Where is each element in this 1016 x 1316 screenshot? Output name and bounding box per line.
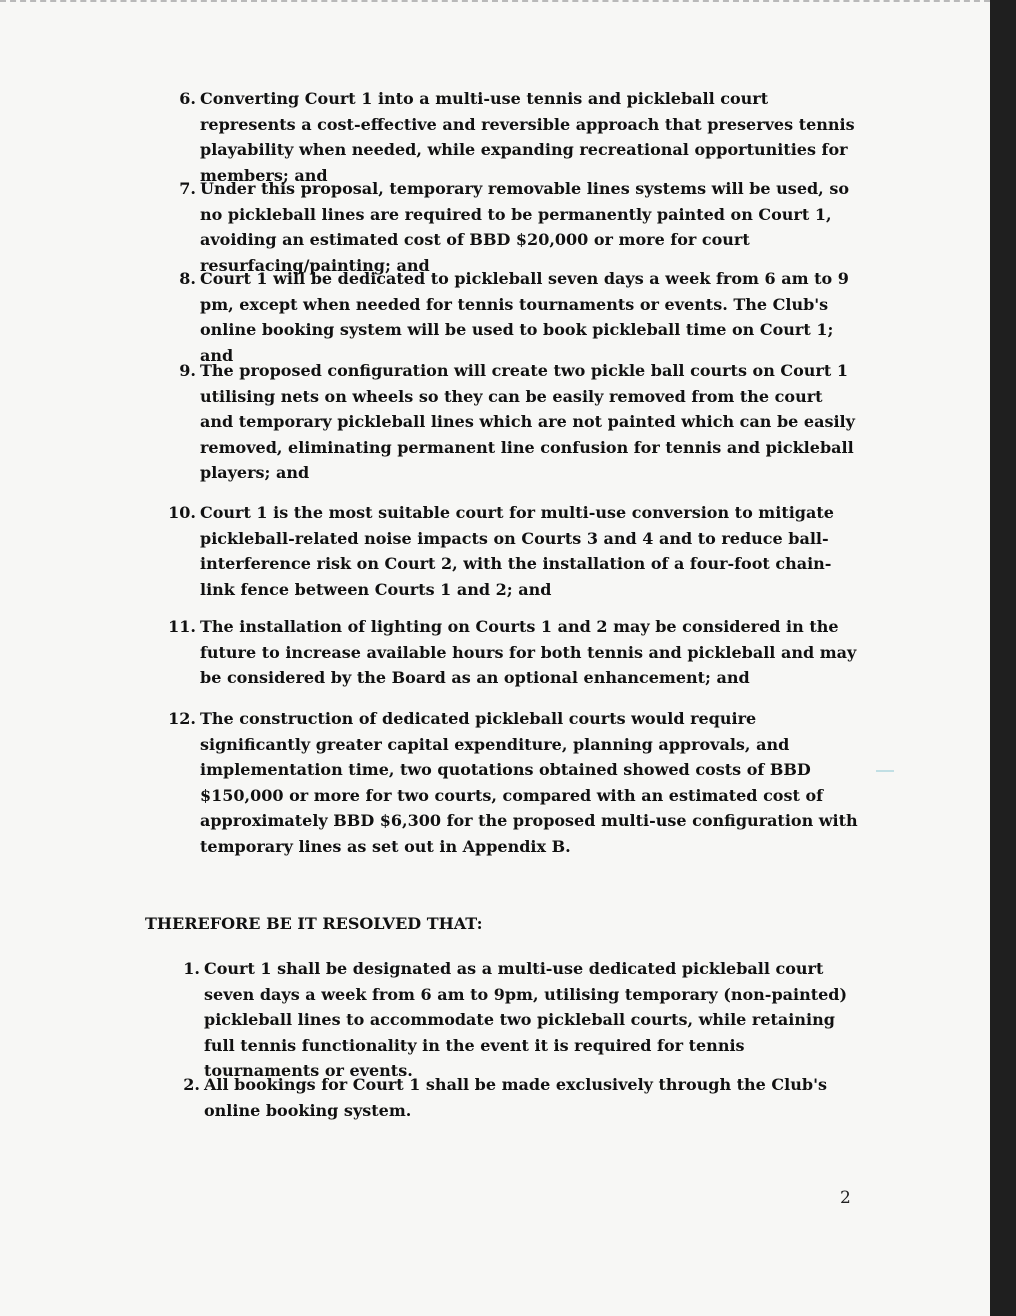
scan-dark-edge — [990, 0, 1016, 1316]
item-number: 11. — [168, 617, 196, 636]
resolution-text: All bookings for Court 1 shall be made exclusively through the Club's online booking system. — [204, 1075, 827, 1120]
item-number: 12. — [168, 709, 196, 728]
list-item — [168, 706, 860, 859]
item-number: 10. — [168, 503, 196, 522]
item-text: The proposed configuration will create two pickle ball courts on Court 1 utilising nets on wheels so they can be easily removed from the court and temporary pickleball lines which are not painted which can be easily removed, eliminating permanent line confusion for tennis and pickleball players; and — [200, 361, 855, 482]
item-text: The construction of dedicated pickleball courts would require significantly greater capital expenditure, planning approvals, and implementation time, two quotations obtained showed costs of BBD $150,000 or more for two courts, compared with an estimated cost of approximately BBD $6,300 for the proposed multi-use configuration with temporary lines as set out in Appendix B. — [200, 709, 858, 856]
resolution-item — [183, 956, 860, 1084]
list-item — [179, 266, 860, 368]
item-number: 7. — [179, 179, 196, 198]
item-number: 6. — [179, 89, 196, 108]
item-text: Court 1 is the most suitable court for multi-use conversion to mitigate pickleball-related noise impacts on Courts 3 and 4 and to reduce ball-interference risk on Court 2, with the installation of a four-foot chain-link fence between Courts 1 and 2; and — [200, 503, 834, 599]
page-number: 2 — [840, 1188, 851, 1208]
list-item — [168, 614, 860, 691]
item-text: Under this proposal, temporary removable lines systems will be used, so no pickleball lines are required to be permanently painted on Court 1, avoiding an estimated cost of BBD $20,000 or more for court resurfacing/painting; and — [200, 179, 849, 275]
resolution-number: 1. — [183, 959, 200, 978]
list-item — [179, 176, 860, 278]
list-item — [179, 358, 860, 486]
resolution-number: 2. — [183, 1075, 200, 1094]
scan-smudge — [876, 770, 894, 772]
item-number: 9. — [179, 361, 196, 380]
item-text: Court 1 will be dedicated to pickleball seven days a week from 6 am to 9 pm, except when needed for tennis tournaments or events. The Club's online booking system will be used to book pickleball time on Court 1; and — [200, 269, 849, 365]
item-text: The installation of lighting on Courts 1 and 2 may be considered in the future to increase available hours for both tennis and pickleball and may be considered by the Board as an optional enhancement; and — [200, 617, 857, 687]
item-text: Converting Court 1 into a multi-use tennis and pickleball court represents a cost-effective and reversible approach that preserves tennis playability when needed, while expanding recreational opportunities for members; and — [200, 89, 855, 185]
list-item — [168, 500, 860, 602]
list-item — [179, 86, 860, 188]
scan-top-edge — [0, 0, 990, 6]
resolution-text: Court 1 shall be designated as a multi-use dedicated pickleball court seven days a week from 6 am to 9pm, utilising temporary (non-painted) pickleball lines to accommodate two pickleball courts, while retaining full tennis functionality in the event it is required for tennis tournaments or events. — [204, 959, 848, 1080]
item-number: 8. — [179, 269, 196, 288]
resolution-item — [183, 1072, 860, 1123]
resolved-heading: THEREFORE BE IT RESOLVED THAT: — [145, 914, 483, 933]
